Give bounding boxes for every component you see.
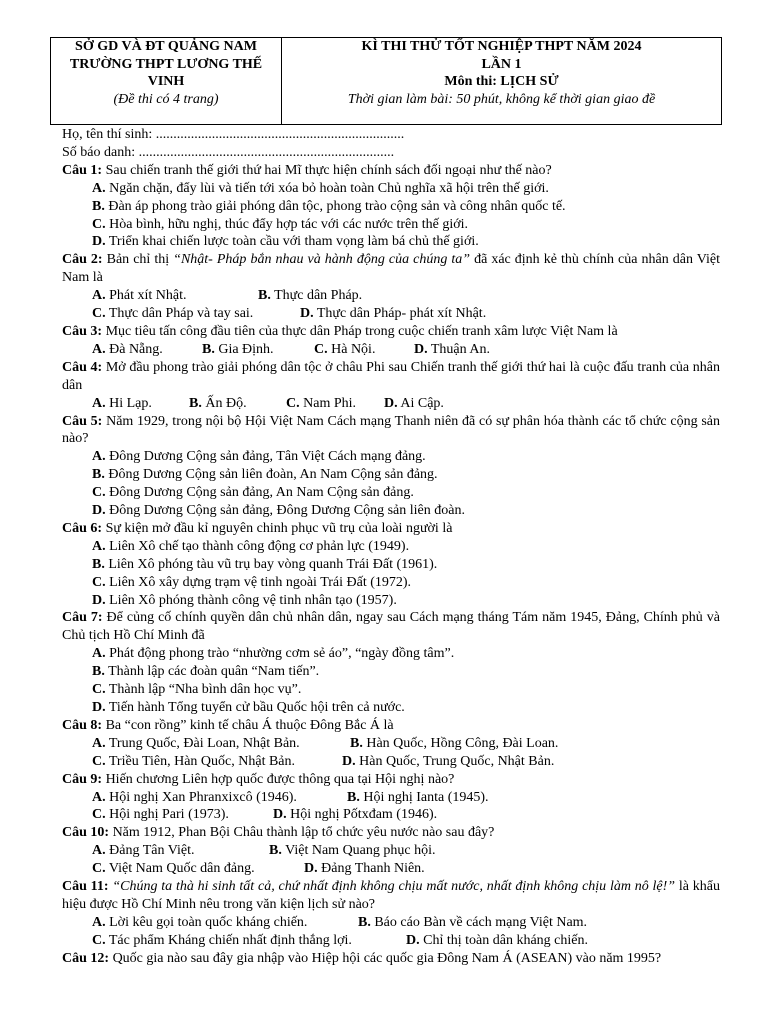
question-3: Câu 3: Mục tiêu tấn công đầu tiên của thực dân Pháp trong cuộc chiến tranh xâm lược Việt Nam là [62,323,618,339]
department-name: SỞ GD VÀ ĐT QUẢNG NAM [75,39,257,54]
option-row [62,753,720,771]
question-6: Câu 6: Sự kiện mở đầu kỉ nguyên chinh phục vũ trụ của loài người là [62,520,453,536]
option-a: A. Phát xít Nhật. [92,288,187,304]
option-a: A. Đảng Tân Việt. [92,843,195,859]
option-b: B. Đàn áp phong trào giải phóng dân tộc, phong trào cộng sản và công nhân quốc tế. [92,198,566,214]
option-c: C. Thành lập “Nha bình dân học vụ”. [92,682,302,698]
option-a: A. Lời kêu gọi toàn quốc kháng chiến. [92,914,308,930]
option-c: C. Tác phẩm Kháng chiến nhất định thắng lợi. [92,932,352,948]
option-c: C. Nam Phi. [286,395,357,411]
option-b: B. Thành lập các đoàn quân “Nam tiến”. [92,664,320,680]
option-d: D. Chỉ thị toàn dân kháng chiến. [406,932,588,948]
question-label: Câu 8: [62,717,103,733]
option-a: A. Trung Quốc, Đài Loan, Nhật Bản. [92,735,300,751]
option-row [62,395,720,413]
page-count-note: (Đề thi có 4 trang) [113,91,219,107]
option-a: A. Đà Nẵng. [92,341,163,357]
exam-attempt: LẦN 1 [481,56,522,72]
option-b: B. Gia Định. [202,341,274,357]
question-2: Câu 2: Bản chỉ thị “Nhật- Pháp bắn nhau và hành động của chúng ta” đã xác định kẻ thù chính của nhân dân Việt Nam là [62,252,721,286]
option-a: A. Ngăn chặn, đẩy lùi và tiến tới xóa bỏ hoàn toàn Chủ nghĩa xã hội trên thế giới. [92,180,549,196]
candidate-name-line: Họ, tên thí sinh: ....................................................................... [62,127,405,142]
option-row [62,914,720,932]
option-d: D. Thực dân Pháp- phát xít Nhật. [300,306,487,322]
school-name-line1: TRƯỜNG THPT LƯƠNG THẾ [69,56,263,72]
directive-title: “Nhật- Pháp bắn nhau và hành động của chúng ta” [173,252,471,268]
option-row [62,305,720,323]
option-d: D. Triển khai chiến lược toàn cầu với tham vọng làm bá chủ thế giới. [92,234,479,250]
option-a: A. Hi Lạp. [92,395,152,411]
option-b: B. Báo cáo Bàn về cách mạng Việt Nam. [358,914,588,930]
question-label: Câu 9: [62,771,103,787]
option-row [62,932,720,950]
option-d: D. Ai Cập. [384,395,444,411]
slogan-quote: “Chúng ta thà hi sinh tất cả, chứ nhất định không chịu mất nước, nhất định không chịu làm nô lệ!” [108,879,676,895]
option-row [62,842,720,860]
exam-header [50,37,722,125]
question-label: Câu 10: [62,825,110,841]
question-label: Câu 7: [62,610,103,626]
option-row [62,806,720,824]
option-row [62,789,720,807]
question-label: Câu 6: [62,520,103,536]
option-d: D. Thuận An. [414,341,490,357]
question-text: Sau chiến tranh thế giới thứ hai Mĩ thực hiện chính sách đối ngoại như thế nào? [102,162,552,178]
exam-subject: Môn thi: LỊCH SỬ [444,74,559,89]
option-b: B. Hội nghị Ianta (1945). [347,789,489,805]
question-1 [62,162,720,180]
option-d: D. Đảng Thanh Niên. [304,861,425,877]
question-label: Câu 11: [62,879,109,895]
question-10: Câu 10: Năm 1912, Phan Bội Châu thành lập tổ chức yêu nước nào sau đây? [62,825,495,841]
question-5: Câu 5: Năm 1929, trong nội bộ Hội Việt Nam Cách mạng Thanh niên đã có sự phân hóa thành các tổ chức cộng sản nào? [62,413,720,447]
question-label: Câu 3: [62,323,103,339]
option-c: C. Hòa bình, hữu nghị, thúc đẩy hợp tác với các nước trên thế giới. [92,216,469,232]
option-a: A. Hội nghị Xan Phranxixcô (1946). [92,789,297,805]
exam-info [282,38,721,124]
option-c: C. Việt Nam Quốc dân đảng. [92,861,255,877]
option-row [62,735,720,753]
option-d: D. Liên Xô phóng thành công vệ tinh nhân tạo (1957). [92,592,397,608]
question-11: Câu 11: “Chúng ta thà hi sinh tất cả, chứ nhất định không chịu mất nước, nhất định không chịu làm nô lệ!” là khẩu hiệu được Hồ Chí Minh nêu trong văn kiện lịch sử nào? [62,879,720,912]
question-12: Câu 12: Quốc gia nào sau đây gia nhập vào Hiệp hội các quốc gia Đông Nam Á (ASEAN) vào năm 1995? [62,950,662,966]
candidate-number-line: Số báo danh: ......................................................................... [62,144,395,160]
option-a: A. Đông Dương Cộng sản đảng, Tân Việt Cách mạng đảng. [92,449,426,465]
question-7: Câu 7: Để củng cố chính quyền dân chủ nhân dân, ngay sau Cách mạng tháng Tám năm 1945, Đảng, Chính phủ và Chủ tịch Hồ Chí Minh đã [62,610,721,644]
option-d: D. Tiến hành Tổng tuyển cử bầu Quốc hội trên cả nước. [92,700,405,715]
option-row [62,341,720,359]
exam-content [62,126,720,968]
option-c: C. Thực dân Pháp và tay sai. [92,306,254,322]
option-c: C. Triều Tiên, Hàn Quốc, Nhật Bản. [92,753,296,769]
option-b: B. Thực dân Pháp. [258,288,363,304]
option-c: C. Hà Nội. [314,341,376,357]
option-b: B. Hàn Quốc, Hồng Công, Đài Loan. [350,735,559,751]
question-9: Câu 9: Hiến chương Liên hợp quốc được thông qua tại Hội nghị nào? [62,771,455,787]
exam-title: KÌ THI THỬ TỐT NGHIỆP THPT NĂM 2024 [361,39,642,54]
option-b: B. Ấn Độ. [189,395,247,411]
question-label: Câu 5: [62,413,103,429]
question-4: Câu 4: Mở đầu phong trào giải phóng dân tộc ở châu Phi sau Chiến tranh thế giới thứ hai là cuộc đấu tranh của nhân dân [62,359,720,393]
question-label: Câu 1: [62,162,103,178]
option-row [62,287,720,305]
option-c: C. Hội nghị Pari (1973). [92,807,229,823]
question-label: Câu 4: [62,359,103,375]
option-a: A. Phát động phong trào “nhường cơm sẻ áo”, “ngày đồng tâm”. [92,646,455,662]
option-b: B. Việt Nam Quang phục hội. [269,843,436,859]
option-c: C. Đông Dương Cộng sản đảng, An Nam Cộng sản đảng. [92,485,414,501]
school-name-line2: VINH [147,74,185,89]
question-label: Câu 2: [62,252,103,268]
question-label: Câu 12: [62,950,110,966]
option-c: C. Liên Xô xây dựng trạm vệ tinh ngoài Trái Đất (1972). [92,574,412,590]
option-a: A. Liên Xô chế tạo thành công động cơ phản lực (1949). [92,538,410,554]
option-d: D. Hàn Quốc, Trung Quốc, Nhật Bản. [342,753,555,769]
option-row [62,860,720,878]
option-d: D. Đông Dương Cộng sản đảng, Đông Dương Cộng sản liên đoàn. [92,503,465,519]
option-b: B. Liên Xô phóng tàu vũ trụ bay vòng quanh Trái Đất (1961). [92,556,438,572]
exam-time: Thời gian làm bài: 50 phút, không kể thời gian giao đề [347,91,656,107]
option-d: D. Hội nghị Pốtxđam (1946). [273,807,438,823]
school-info [51,38,282,124]
option-b: B. Đông Dương Cộng sản liên đoàn, An Nam Cộng sản đảng. [92,467,438,483]
question-8: Câu 8: Ba “con rồng” kinh tế châu Á thuộc Đông Bắc Á là [62,717,394,733]
